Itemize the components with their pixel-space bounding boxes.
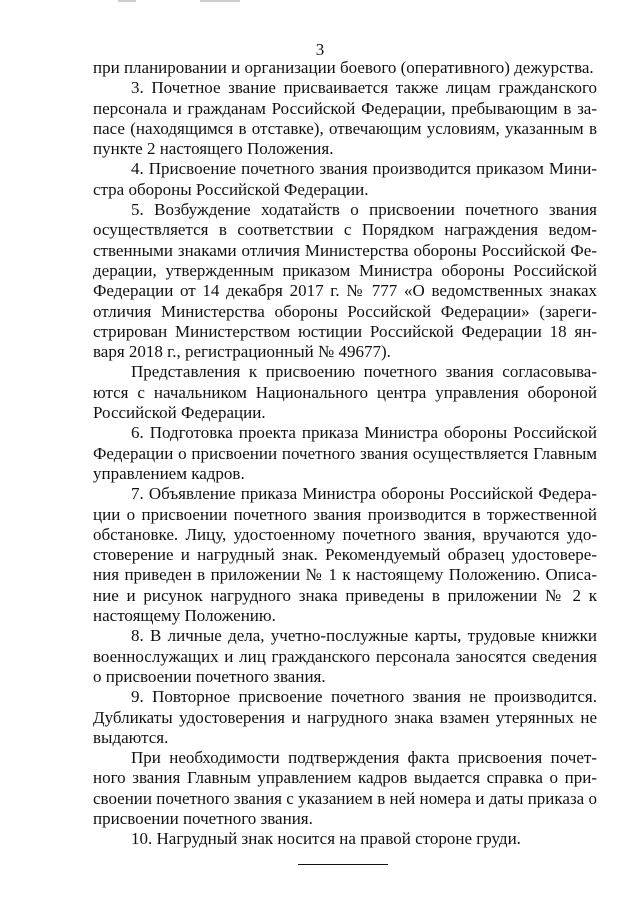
paragraph: 7. Объявление приказа Министра обороны Российской Федерации о присвоении почетного звания производится в торжественной обстановке. Лицу, удостоенному почетного звания, вручаются удостоверение и нагрудный знак. Рекомендуемый образец удостоверения приведен в приложении № 1 к настоящему Положению. Описание и рисунок нагрудного знака приведены в приложении № 2 к настоящему Положению. xyxy=(93,484,597,626)
paragraph: При необходимости подтверждения факта присвоения почетного звания Главным управлением кадров выдается справка о присвоении почетного звания с указанием в ней номера и даты приказа о присвоении почетного звания. xyxy=(93,748,597,828)
paragraph: 6. Подготовка проекта приказа Министра обороны Российской Федерации о присвоении почетного звания осуществляется Главным управлением кадров. xyxy=(93,423,597,483)
paragraph: при планировании и организации боевого (оперативного) дежурства. xyxy=(93,58,594,77)
paragraph: 8. В личные дела, учетно-послужные карты, трудовые книжки военнослужащих и лиц гражданского персонала заносятся сведения о присвоении почетного звания. xyxy=(93,626,597,686)
scan-artifact xyxy=(200,0,240,2)
paragraph: 9. Повторное присвоение почетного звания не производится. Дубликаты удостоверения и нагрудного знака взамен утерянных не выдаются. xyxy=(93,687,597,747)
scan-artifact xyxy=(118,0,136,2)
paragraph: 4. Присвоение почетного звания производится приказом Министра обороны Российской Федерации. xyxy=(93,159,597,199)
paragraph: 3. Почетное звание присваивается также лицам гражданского персонала и гражданам Российской Федерации, пребывающим в запасе (находящимся в отставке), отвечающим условиям, указанным в пункте 2 настоящего Положения. xyxy=(93,78,597,159)
paragraph: 10. Нагрудный знак носится на правой стороне груди. xyxy=(131,829,521,849)
page-number: 3 xyxy=(315,40,325,59)
paragraph: Представления к присвоению почетного звания согласовываются с начальником Национального центра управления обороной Российской Федерации. xyxy=(93,362,597,423)
paragraph: 5. Возбуждение ходатайств о присвоении почетного звания осуществляется в соответствии с Порядком награждения ведомственными знаками отличия Министерства обороны Российской Федерации, утвержденным приказом Министра обороны Российской Федерации от 14 декабря 2017 г. № 777 «О ведомственных знаках отличия Министерства обороны Российской Федерации» (зарегистрирован Министерством юстиции Российской Федерации 18 января 2018 г., регистрационный № 49677). xyxy=(93,200,597,362)
end-divider xyxy=(298,864,388,865)
document-body xyxy=(93,58,597,850)
